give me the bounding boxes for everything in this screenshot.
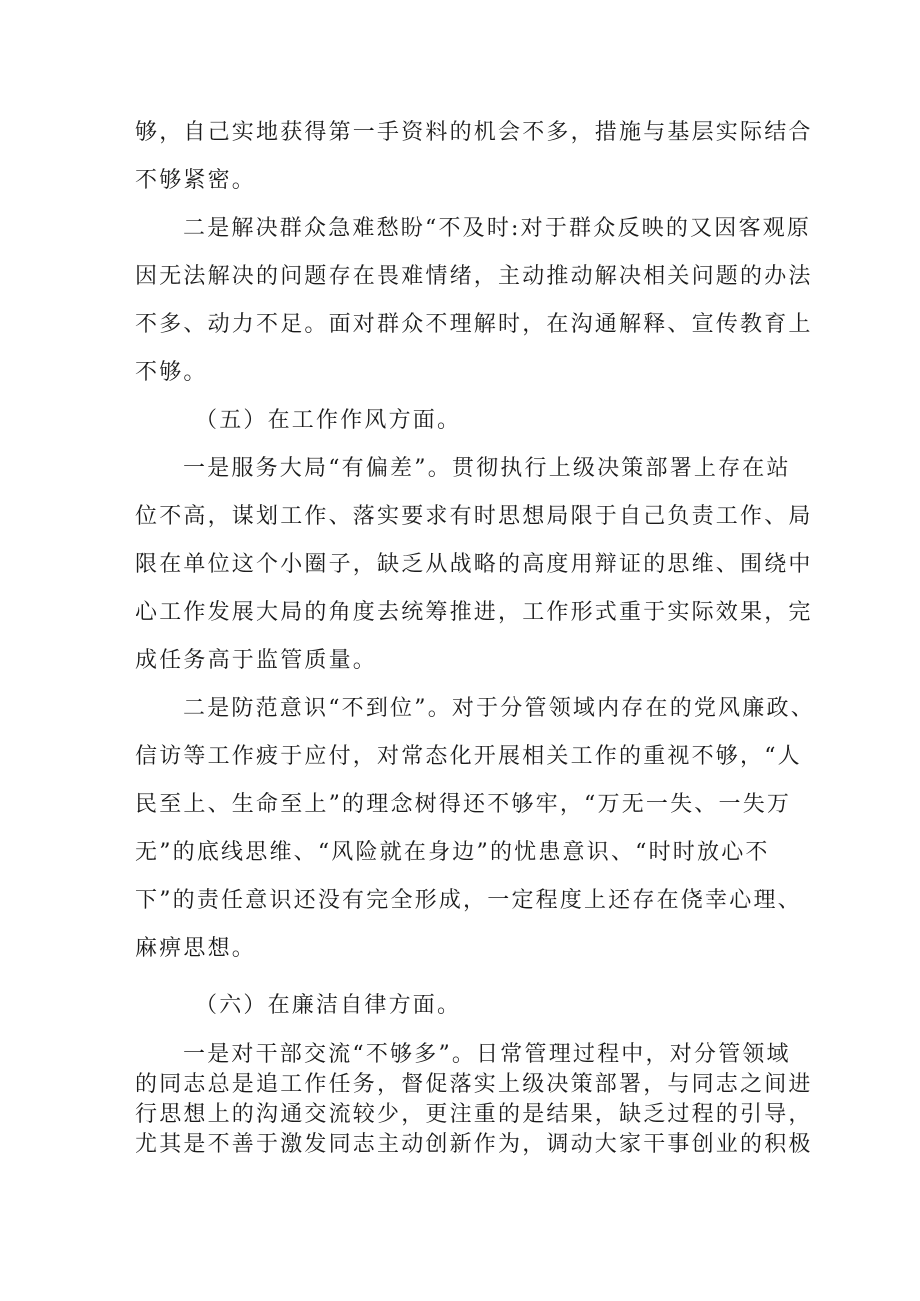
text-line: 的同志总是追工作任务，督促落实上级决策部署，与同志之间进: [135, 1072, 813, 1097]
text-line: 一是对干部交流“不够多”。日常管理过程中，对分管领域: [183, 1042, 791, 1067]
text-line: 够，自己实地获得第一手资料的机会不多，措施与基层实际结合: [135, 120, 813, 145]
text-line: 民至上、生命至上”的理念树得还不够牢，“万无一失、一失万: [135, 792, 792, 817]
text-line: 成任务高于监管质量。: [135, 648, 378, 673]
text-line: 位不高，谋划工作、落实要求有时思想局限于自己负责工作、局: [135, 504, 813, 529]
text-line: 不多、动力不足。面对群众不理解时，在沟通解释、宣传教育上: [135, 312, 813, 337]
text-line: 不够紧密。: [135, 168, 257, 193]
text-line: 二是解决群众急难愁盼“不及时:对于群众反映的又因客观原: [183, 216, 812, 241]
paragraph-prevention-awareness: [135, 685, 815, 973]
text-line: 二是防范意识“不到位”。对于分管领域内存在的党风廉政、: [183, 696, 815, 721]
text-line: 麻痹思想。: [135, 936, 257, 961]
paragraph-overall-situation: [135, 445, 813, 685]
section-heading-6: [135, 982, 795, 1030]
text-line: 因无法解决的问题存在畏难情绪，主动推动解决相关问题的办法: [135, 264, 813, 289]
heading-text: （五）在工作作风方面。: [195, 408, 462, 433]
text-line: 心工作发展大局的角度去统筹推进，工作形式重于实际效果，完: [135, 600, 813, 625]
paragraph-mass-issues: [135, 205, 813, 397]
text-line: 无”的底线思维、“风险就在身边”的忧患意识、“时时放心不: [135, 840, 770, 865]
text-line: 下”的责任意识还没有完全形成，一定程度上还存在侥幸心理、: [135, 888, 802, 913]
paragraph-cadre-exchange: [135, 1040, 813, 1160]
text-line: 一是服务大局“有偏差”。贯彻执行上级决策部署上存在站: [183, 456, 791, 481]
text-line: 不够。: [135, 360, 208, 385]
text-line: 限在单位这个小圈子，缺乏从战略的高度用辩证的思维、围绕中: [135, 552, 813, 577]
text-line: 尤其是不善于激发同志主动创新作为，调动大家干事创业的积极: [135, 1132, 813, 1157]
text-line: 行思想上的沟通交流较少，更注重的是结果，缺乏过程的引导，: [135, 1102, 813, 1127]
text-line: 信访等工作疲于应付，对常态化开展相关工作的重视不够，“人: [135, 744, 802, 769]
heading-text: （六）在廉洁自律方面。: [195, 993, 462, 1018]
paragraph-continuation: [135, 109, 813, 205]
section-heading-5: [135, 397, 795, 445]
